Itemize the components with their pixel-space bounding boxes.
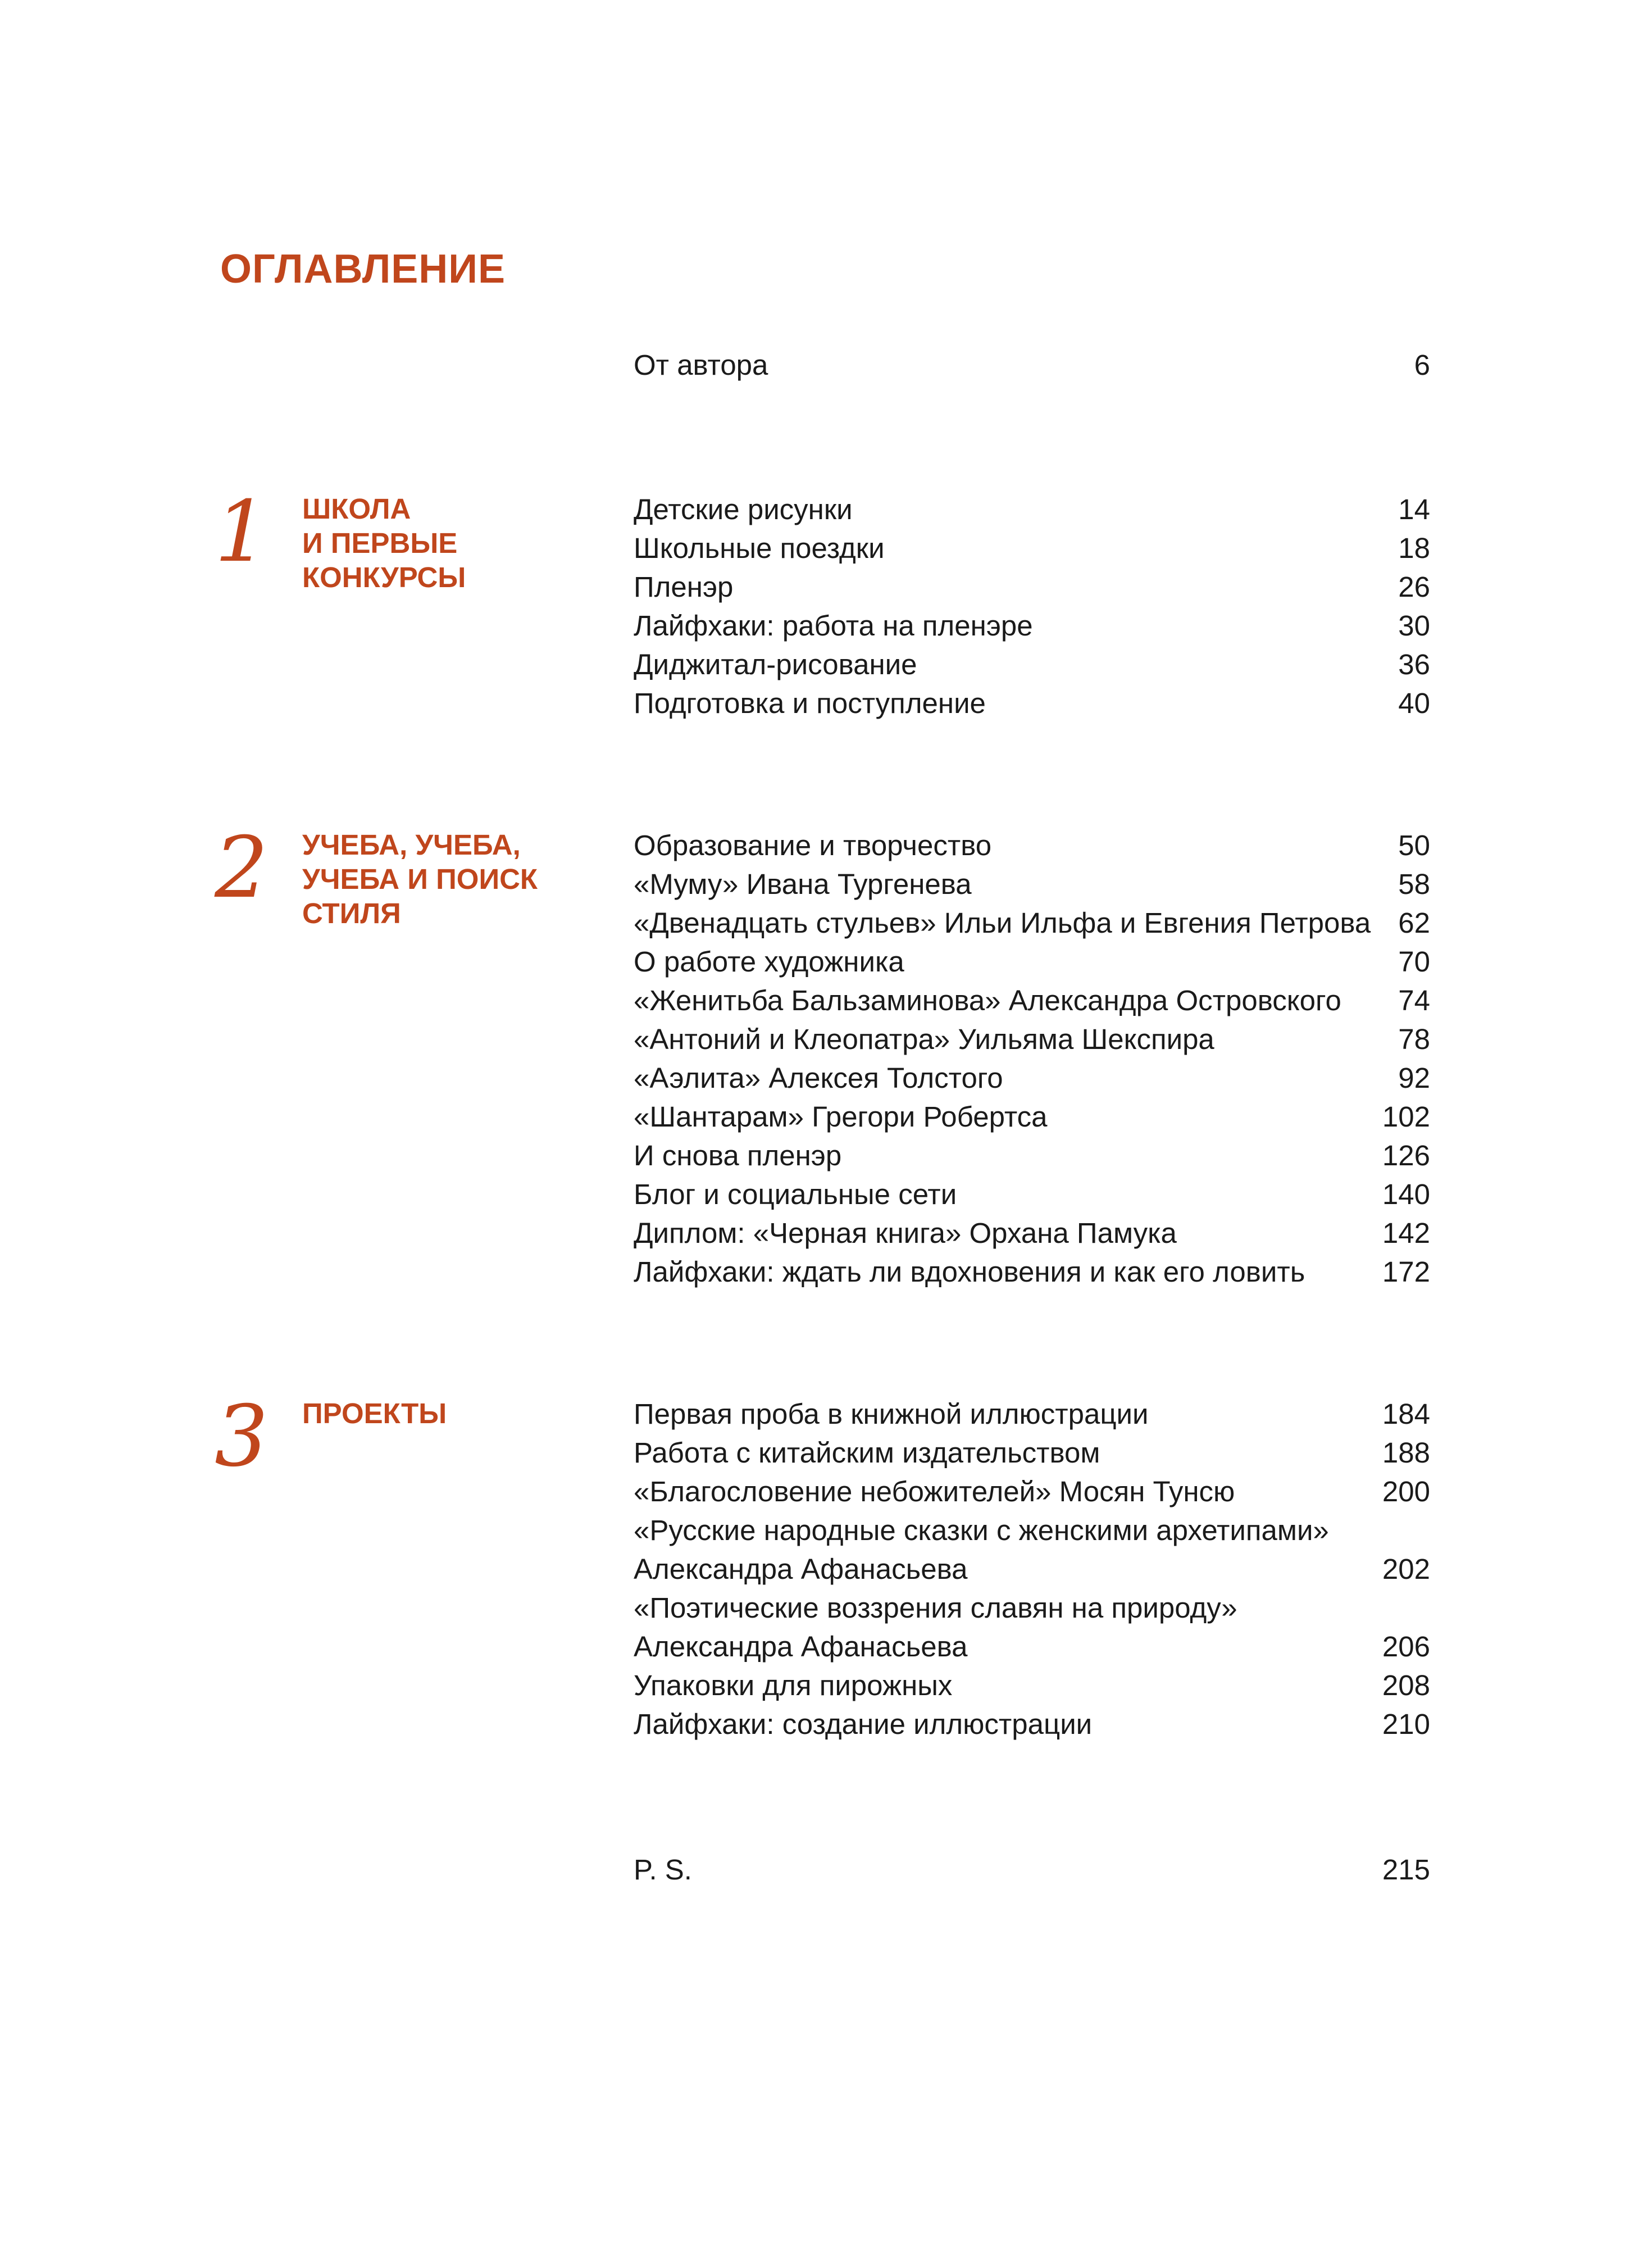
toc-entry-page: 188 [1382,1437,1430,1469]
toc-entry[interactable] [634,1511,1430,1550]
toc-entry-page: 215 [1382,1854,1430,1886]
toc-entry-page: 142 [1382,1217,1430,1249]
section-title: УЧЕБА, УЧЕБА, УЧЕБА И ПОИСК СТИЛЯ [302,829,538,929]
toc-entry-page: 184 [1382,1398,1430,1430]
toc-entry[interactable] [634,1059,1430,1097]
toc-entry-postscript[interactable] [634,1850,1430,1889]
toc-entry-page: 26 [1398,571,1430,603]
toc-entry[interactable] [634,1666,1430,1705]
section-title: ПРОЕКТЫ [302,1397,447,1429]
toc-entry[interactable] [634,1395,1430,1433]
toc-entry[interactable] [634,1472,1430,1511]
toc-entry-page: 202 [1382,1553,1430,1585]
toc-entry[interactable] [634,942,1430,981]
toc-entry-page: 74 [1398,984,1430,1016]
toc-entry-title: «Поэтические воззрения славян на природу» [634,1592,1237,1624]
toc-entry-title: О работе художника [634,946,904,978]
toc-entry-page: 30 [1398,610,1430,642]
toc-entry-title: Работа с китайским издательством [634,1437,1100,1469]
toc-entry-title: Первая проба в книжной иллюстрации [634,1398,1149,1430]
toc-entry-page: 36 [1398,648,1430,680]
toc-entry-title: Детские рисунки [634,493,853,525]
toc-entry[interactable] [634,645,1430,684]
toc-entry-title: Александра Афанасьева [634,1631,968,1663]
toc-entry[interactable] [634,1175,1430,1214]
toc-entry-title: Диплом: «Черная книга» Орхана Памука [634,1217,1177,1249]
toc-entry-page: 18 [1398,532,1430,564]
toc-entry-title: Образование и творчество [634,829,992,861]
toc-entry[interactable] [634,1020,1430,1059]
toc-entry-title: «Благословение небожителей» Мосян Тунсю [634,1475,1235,1507]
toc-entry-title: «Аэлита» Алексея Толстого [634,1062,1003,1094]
toc-entry[interactable] [634,826,1430,865]
toc-entry-page: 92 [1398,1062,1430,1094]
toc-entry-title: Школьные поездки [634,532,885,564]
toc-entry-title: Пленэр [634,571,734,603]
toc-entry-title: «Двенадцать стульев» Ильи Ильфа и Евгения Петрова [634,907,1371,939]
toc-entry-title: И снова пленэр [634,1139,842,1171]
toc-entry-page: 210 [1382,1708,1430,1740]
toc-entry-page: 78 [1398,1023,1430,1055]
section-title: ШКОЛА И ПЕРВЫЕ КОНКУРСЫ [302,493,466,593]
section-number: 3 [215,1388,268,1486]
toc-entry[interactable] [634,1136,1430,1175]
page-title: ОГЛАВЛЕНИЕ [220,247,506,292]
toc-entry-title: Лайфхаки: ждать ли вдохновения и как его ловить [634,1256,1305,1288]
toc-entry-page: 102 [1382,1101,1430,1133]
toc-entry-title: Блог и социальные сети [634,1178,957,1210]
toc-entry[interactable] [634,684,1430,723]
toc-entry[interactable] [634,606,1430,645]
toc-entry-title: Диджитал-рисование [634,648,917,680]
section-number: 1 [215,483,268,581]
toc-entry[interactable] [634,1097,1430,1136]
toc-entry-title: Александра Афанасьева [634,1553,968,1585]
toc-entry[interactable] [634,1627,1430,1666]
toc-entry-page: 14 [1398,493,1430,525]
toc-entry-page: 62 [1398,907,1430,939]
section-number: 2 [215,819,268,917]
toc-entry[interactable] [634,529,1430,567]
toc-entry-page: 172 [1382,1256,1430,1288]
toc-entry-page: 208 [1382,1669,1430,1701]
toc-entry[interactable] [634,1433,1430,1472]
toc-entry[interactable] [634,1550,1430,1588]
toc-entry-page: 40 [1398,687,1430,719]
toc-entry-page: 126 [1382,1139,1430,1171]
toc-entry-title: «Антоний и Клеопатра» Уильяма Шекспира [634,1023,1214,1055]
toc-entry-title: Лайфхаки: работа на пленэре [634,610,1033,642]
toc-entry-preface[interactable] [634,346,1430,384]
toc-entry[interactable] [634,1588,1430,1627]
toc-entry-page: 70 [1398,946,1430,978]
toc-entry[interactable] [634,567,1430,606]
toc-entry[interactable] [634,1214,1430,1252]
toc-entry-title: Лайфхаки: создание иллюстрации [634,1708,1093,1740]
toc-entry-page: 6 [1414,349,1430,381]
toc-entry-page: 50 [1398,829,1430,861]
toc-entry-title: «Женитьба Бальзаминова» Александра Островского [634,984,1341,1016]
toc-entry[interactable] [634,903,1430,942]
toc-entry-title: P. S. [634,1854,692,1886]
toc-entry-page: 206 [1382,1631,1430,1663]
toc-entry[interactable] [634,1252,1430,1291]
toc-entry-page: 58 [1398,868,1430,900]
toc-entry-title: Упаковки для пирожных [634,1669,953,1701]
toc-entry-page: 140 [1382,1178,1430,1210]
toc-entry-title: «Муму» Ивана Тургенева [634,868,972,900]
toc-entry[interactable] [634,490,1430,529]
toc-entry-title: «Шантарам» Грегори Робертса [634,1101,1048,1133]
toc-entry[interactable] [634,981,1430,1020]
toc-entry-page: 200 [1382,1475,1430,1507]
toc-entry-title: От автора [634,349,768,381]
toc-entry-title: «Русские народные сказки с женскими архетипами» [634,1514,1329,1546]
toc-entry[interactable] [634,1705,1430,1743]
toc-entry[interactable] [634,865,1430,903]
toc-entry-title: Подготовка и поступление [634,687,986,719]
